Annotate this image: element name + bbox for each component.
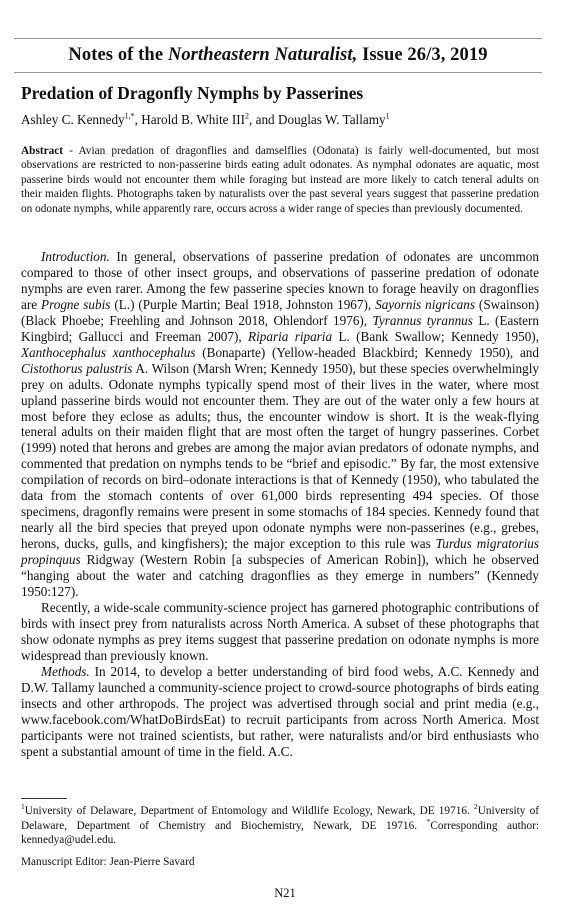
journal-issue: Issue 26/3, 2019 bbox=[357, 45, 488, 65]
journal-header bbox=[14, 44, 542, 66]
italic-text: Tyrannus tyrannus bbox=[372, 312, 473, 328]
author-affiliation-marker: 1,* bbox=[124, 111, 135, 121]
italic-text: Riparia riparia bbox=[248, 328, 333, 344]
author-name: Ashley C. Kennedy bbox=[21, 112, 125, 127]
text-run: In 2014, to develop a better understanding of bird food webs, A.C. Kennedy and D.W. Tallamy launched a community-science project to crowd-source photographs of birds eating insects and other arthropods. The project was advertised through social and print media (e.g., www.facebook.com/WhatDoBirdsEat) to recruit participants from across North America. Most participants were not trained scientists, but rather, were naturalists and/or bird enthusiasts who spent a substantial amount of time in the field. A.C. bbox=[21, 663, 539, 759]
text-run: In general, observations of passerine predation of odonates are uncommon compared to those of other insect groups, and observations of passerine predation of odonate nymphs are even rarer. Among the few passerine species known to forage heavily on dragonflies are bbox=[21, 249, 539, 312]
abstract-text: - Avian predation of dragonflies and damselflies (Odonata) is fairly well-documented, but most observations are restricted to non-passerine birds eating adult odonates. As nymphal odonates are aquatic, most passerine birds would not encounter them while foraging but instead are more likely to catch teneral adults on their maiden flights. Photographs taken by naturalists over the past several years suggest that passerine predation on odonate nymphs, while apparently rare, occurs across a wider range of species than previously documented. bbox=[21, 145, 539, 215]
text-run: University of Delaware, Department of Entomology and Wildlife Ecology, Newark, DE 19716. bbox=[24, 805, 474, 817]
abstract-label: Abstract bbox=[21, 145, 64, 157]
journal-header-prefix: Notes of the bbox=[68, 45, 168, 65]
author-list bbox=[21, 111, 390, 128]
footnote-marker: 2 bbox=[474, 802, 478, 812]
text-run: Recently, a wide-scale community-science project has garnered photographic contributions of birds with insect prey from naturalists across North America. A subset of these photographs that show odonate nymphs as prey items suggest that passerine predation on odonate nymphs is more widespread than previously known. bbox=[21, 599, 539, 663]
author-separator: , and bbox=[249, 112, 278, 127]
manuscript-editor: Manuscript Editor: Jean-Pierre Savard bbox=[21, 856, 195, 868]
text-run: L. (Eastern Kingbird; Gallucci and Freeman 2007), bbox=[21, 312, 539, 344]
text-run: A. Wilson (Marsh Wren; Kennedy 1950), but these species overwhelmingly prey on adults. Odonate nymphs typically spend most of their lives in the water, where most upland passerine birds would not encounter them. They are out of the water only a few hours at most before they eclose as adults; thus, the encounter window is short. It is the weak-flying teneral adults on their maiden flight that are most often the target of hungry passerines. Corbet (1999) noted that herons and grebes are among the major avian predators of odonate nymphs, and commented that predation on nymphs tends to be “brief and episodic.” By far, the most extensive compilation of records on bird–odonate interactions is that of Kennedy (1950), who tabulated the data from the stomach contents of over 61,000 birds representing 494 species. Of those specimens, dragonfly remains were present in some stomachs of 184 species. Kennedy found that nearly all the bird species that preyed upon odonate nymphs were non-passerines (e.g., grebes, herons, ducks, gulls, and kingfishers); the major exception to this rule was bbox=[21, 360, 539, 552]
author-name: Douglas W. Tallamy bbox=[277, 112, 386, 127]
article-body bbox=[21, 249, 539, 760]
footnote-marker: 1 bbox=[21, 802, 25, 812]
affiliation-footnote bbox=[21, 804, 539, 848]
footnote-rule bbox=[21, 798, 67, 799]
italic-text: Methods. bbox=[41, 663, 90, 679]
text-run: (Bonaparte) (Yellow-headed Blackbird; Kennedy 1950), and bbox=[195, 344, 539, 360]
journal-name: Northeastern Naturalist, bbox=[167, 45, 358, 65]
text-run: (Swainson) (Black Phoebe; Freehling and Johnson 2018, Ohlendorf 1976), bbox=[21, 296, 539, 328]
author-affiliation-marker: 1 bbox=[385, 111, 390, 121]
text-run: Ridgway (Western Robin [a subspecies of American Robin]), which he observed “hanging about the water and catching dragonflies as they emerge in numbers” (Kennedy 1950:127). bbox=[21, 552, 539, 600]
page-number: N21 bbox=[274, 886, 296, 900]
italic-text: Xanthocephalus xanthocephalus bbox=[21, 344, 196, 360]
article-title: Predation of Dragonfly Nymphs by Passerines bbox=[21, 83, 364, 103]
italic-text: Sayornis nigricans bbox=[375, 296, 475, 312]
paragraph-introduction bbox=[21, 249, 539, 600]
text-run: University of Delaware, Department of Chemistry and Biochemistry, Newark, DE 19716. bbox=[21, 805, 539, 832]
italic-text: Introduction. bbox=[41, 249, 110, 264]
text-run: (L.) (Purple Martin; Beal 1918, Johnston 1967), bbox=[110, 296, 376, 312]
text-run: L. (Bank Swallow; Kennedy 1950), bbox=[332, 328, 539, 344]
footnote-marker: * bbox=[426, 816, 431, 826]
abstract bbox=[21, 144, 539, 216]
header-top-rule bbox=[14, 38, 542, 39]
paragraph-methods bbox=[21, 664, 539, 760]
italic-text: Cistothorus palustris bbox=[21, 360, 133, 376]
header-bottom-rule bbox=[14, 72, 542, 73]
author-name: Harold B. White III bbox=[141, 112, 246, 127]
text-run: Corresponding author: kennedya@udel.edu. bbox=[21, 819, 539, 847]
author-affiliation-marker: 2 bbox=[245, 111, 250, 121]
italic-text: Progne subis bbox=[41, 296, 111, 312]
italic-text: Turdus migratorius propinquus bbox=[21, 536, 539, 568]
author-separator: , bbox=[134, 112, 142, 127]
paragraph-community-science bbox=[21, 600, 539, 664]
